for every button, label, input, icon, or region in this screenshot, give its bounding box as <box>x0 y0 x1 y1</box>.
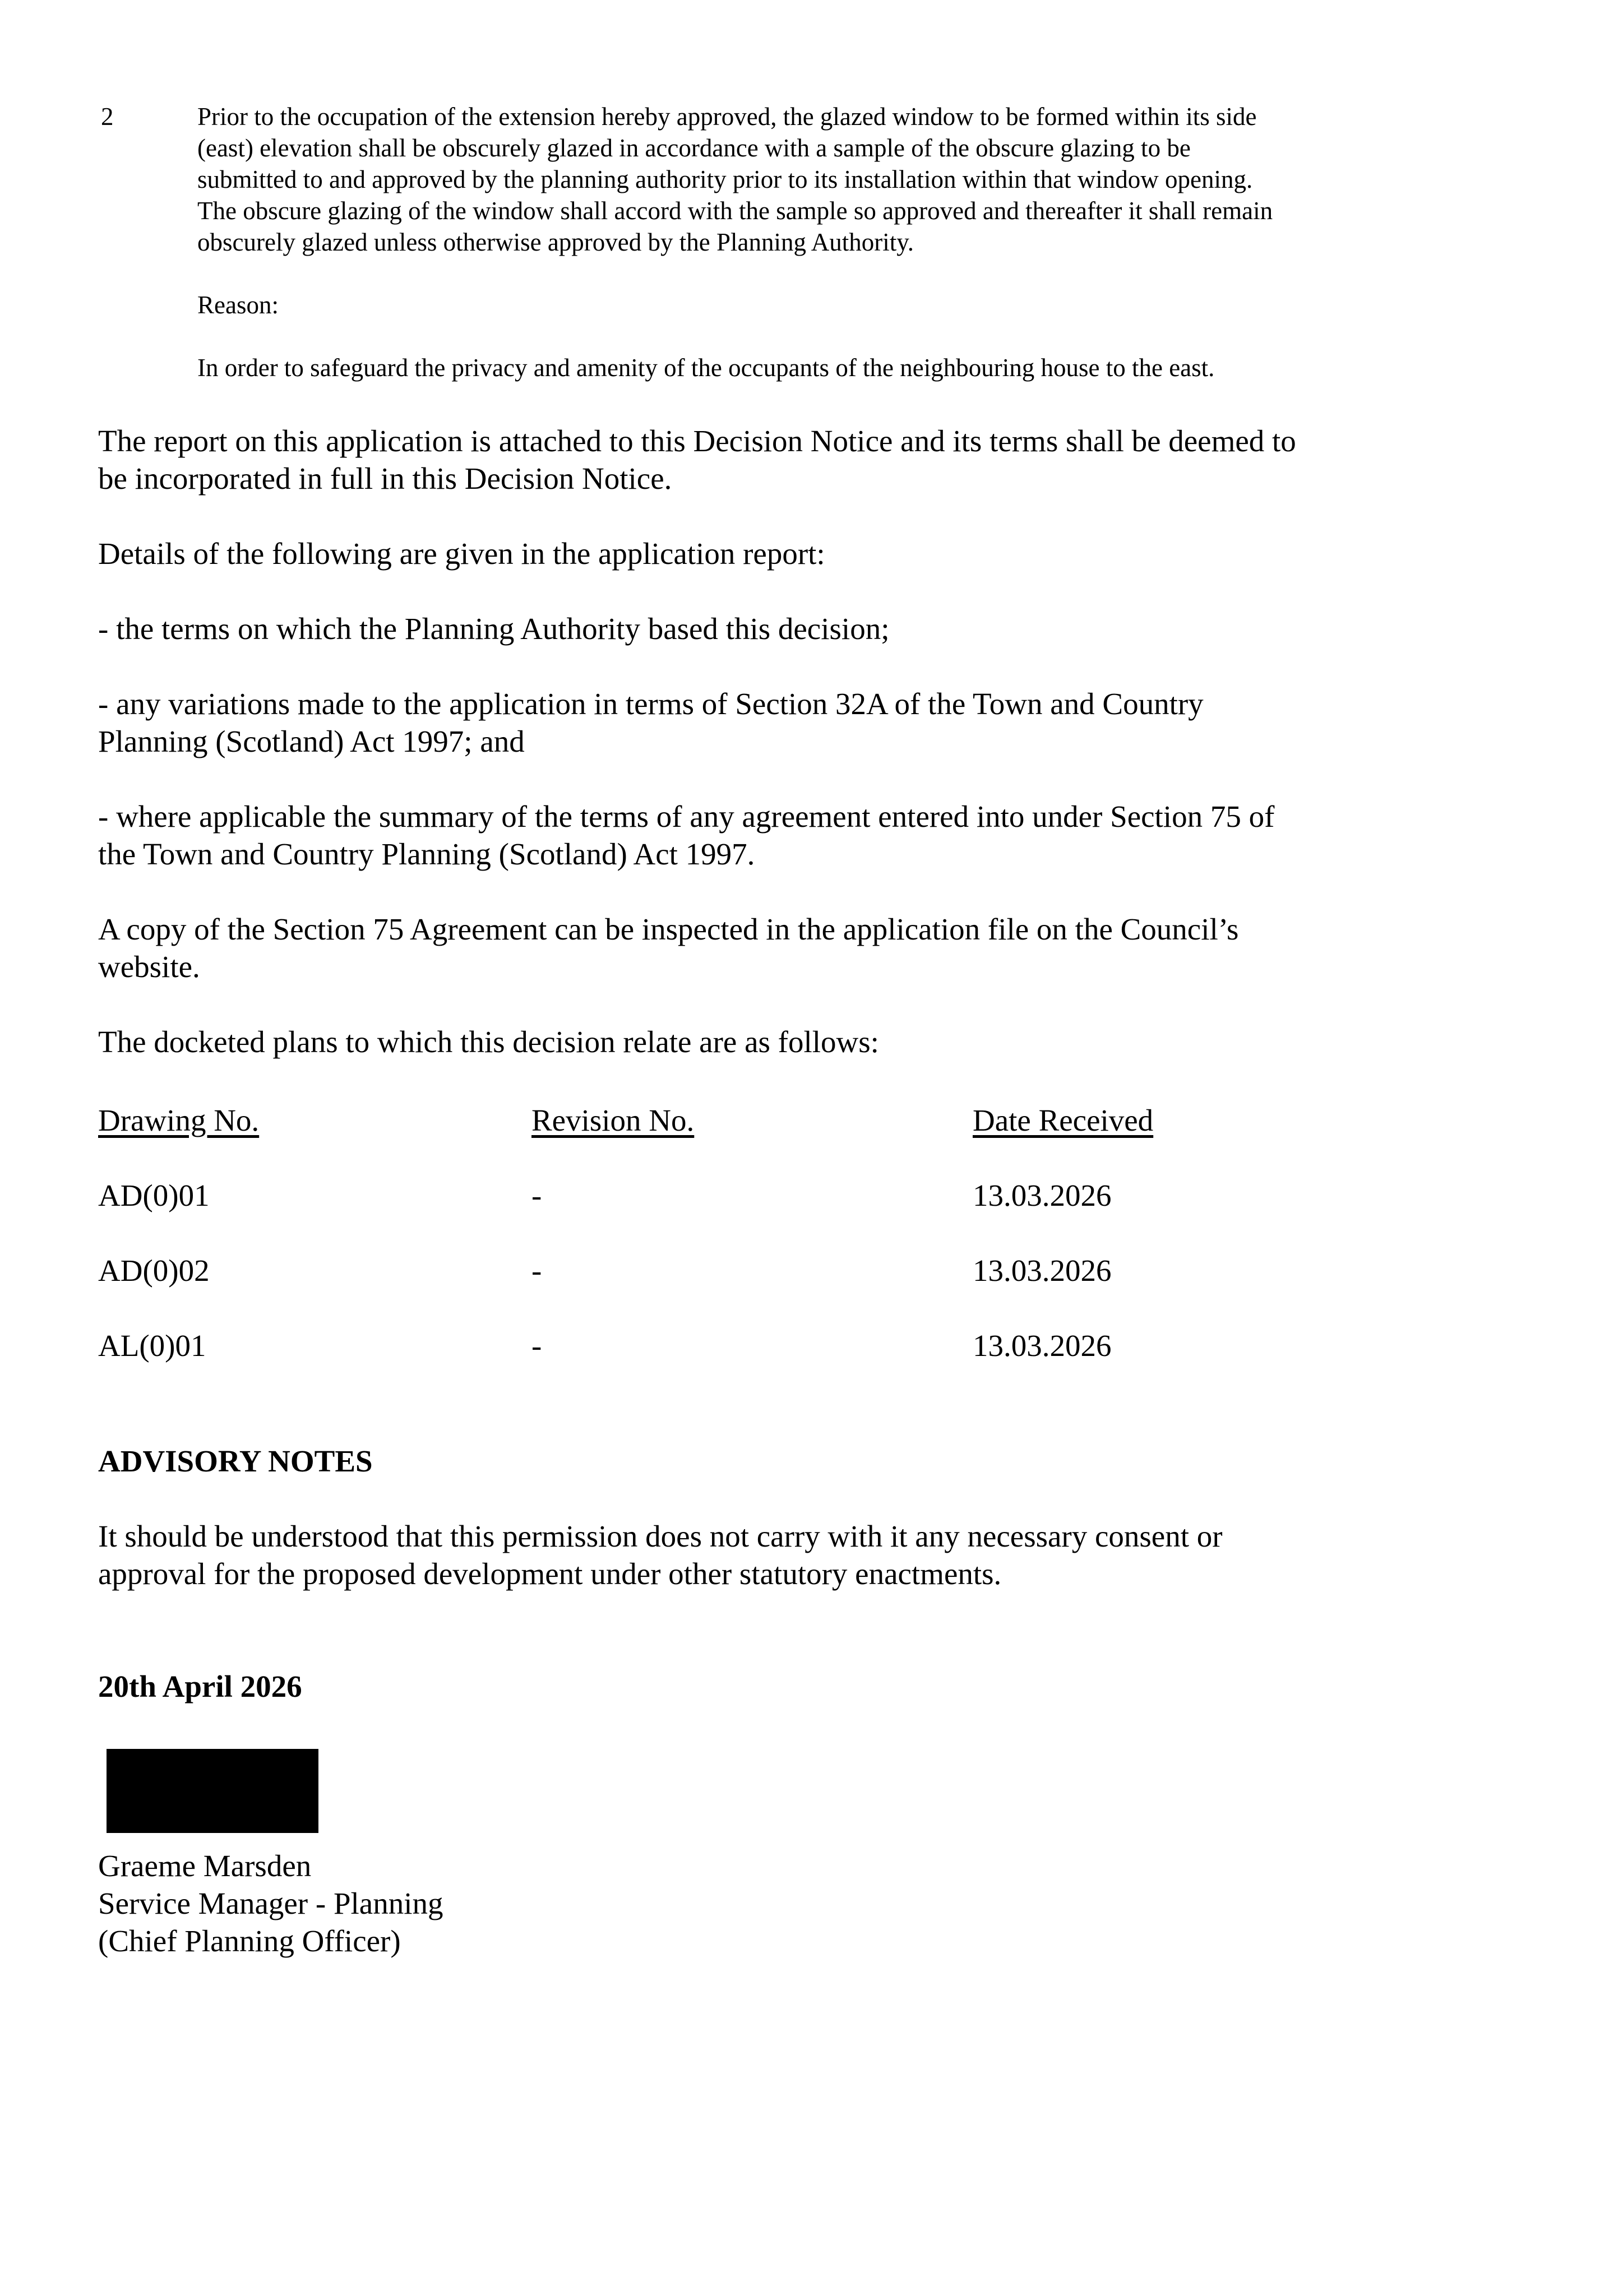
drawing-no-cell: AD(0)01 <box>98 1178 210 1212</box>
header-date-received: Date Received <box>973 1103 1154 1137</box>
advisory-line: approval for the proposed development under other statutory enactments. <box>98 1557 1002 1591</box>
signatory-block <box>98 1847 443 1960</box>
revision-no-cell: - <box>531 1178 542 1212</box>
section75-paragraph <box>98 910 1455 985</box>
bullet-line: the Town and Country Planning (Scotland) Act 1997. <box>98 837 755 871</box>
bullet-line: Planning (Scotland) Act 1997; and <box>98 724 525 758</box>
table-row <box>98 1252 1388 1289</box>
condition-line: Prior to the occupation of the extension hereby approved, the glazed window to be formed within its side <box>197 103 1257 131</box>
revision-no-cell: - <box>531 1253 542 1288</box>
advisory-paragraph <box>98 1517 1455 1593</box>
bullet-section75 <box>98 798 1455 873</box>
condition-block <box>101 101 1402 383</box>
signatory-title: (Chief Planning Officer) <box>98 1924 401 1958</box>
decision-date: 20th April 2026 <box>98 1669 302 1704</box>
date-received-cell: 13.03.2026 <box>973 1253 1112 1288</box>
signatory-role: Service Manager - Planning <box>98 1886 443 1920</box>
bullet-terms: - the terms on which the Planning Authority based this decision; <box>98 612 890 646</box>
table-row <box>98 1327 1388 1364</box>
date-received-cell: 13.03.2026 <box>973 1328 1112 1363</box>
condition-body <box>197 101 1402 383</box>
main-body <box>98 422 1455 1098</box>
header-revision-no: Revision No. <box>531 1103 695 1137</box>
bullet-variations <box>98 685 1455 760</box>
drawing-no-cell: AL(0)01 <box>98 1328 206 1363</box>
report-line: The report on this application is attached to this Decision Notice and its terms shall be deemed to <box>98 424 1296 458</box>
plans-table <box>98 1101 1388 1402</box>
signatory-name: Graeme Marsden <box>98 1849 312 1883</box>
condition-line: (east) elevation shall be obscurely glazed in accordance with a sample of the obscure glazing to be <box>197 134 1191 162</box>
condition-text <box>197 101 1402 258</box>
bullet-line: - any variations made to the application in terms of Section 32A of the Town and Country <box>98 687 1204 721</box>
section75-line: website. <box>98 950 200 984</box>
condition-number: 2 <box>101 103 114 131</box>
details-intro: Details of the following are given in the application report: <box>98 536 825 571</box>
table-row <box>98 1177 1388 1214</box>
report-paragraph <box>98 422 1455 497</box>
report-line: be incorporated in full in this Decision Notice. <box>98 461 672 496</box>
plans-header-row <box>98 1101 1388 1139</box>
section75-line: A copy of the Section 75 Agreement can be inspected in the application file on the Council’s <box>98 912 1239 946</box>
date-received-cell: 13.03.2026 <box>973 1178 1112 1212</box>
reason-label: Reason: <box>197 291 279 319</box>
bullet-line: - where applicable the summary of the terms of any agreement entered into under Section 75 of <box>98 799 1275 834</box>
drawing-no-cell: AD(0)02 <box>98 1253 210 1288</box>
reason-text: In order to safeguard the privacy and amenity of the occupants of the neighbouring house to the east. <box>197 354 1215 382</box>
condition-line: submitted to and approved by the planning authority prior to its installation within that window opening. <box>197 165 1253 193</box>
revision-no-cell: - <box>531 1328 542 1363</box>
condition-line: The obscure glazing of the window shall accord with the sample so approved and thereafter it shall remain <box>197 197 1273 225</box>
condition-line: obscurely glazed unless otherwise approved by the Planning Authority. <box>197 228 914 256</box>
header-drawing-no: Drawing No. <box>98 1103 260 1137</box>
plans-intro: The docketed plans to which this decision relate are as follows: <box>98 1025 879 1059</box>
redacted-signature <box>107 1749 318 1833</box>
advisory-heading: ADVISORY NOTES <box>98 1444 373 1478</box>
advisory-line: It should be understood that this permission does not carry with it any necessary consent or <box>98 1519 1223 1553</box>
